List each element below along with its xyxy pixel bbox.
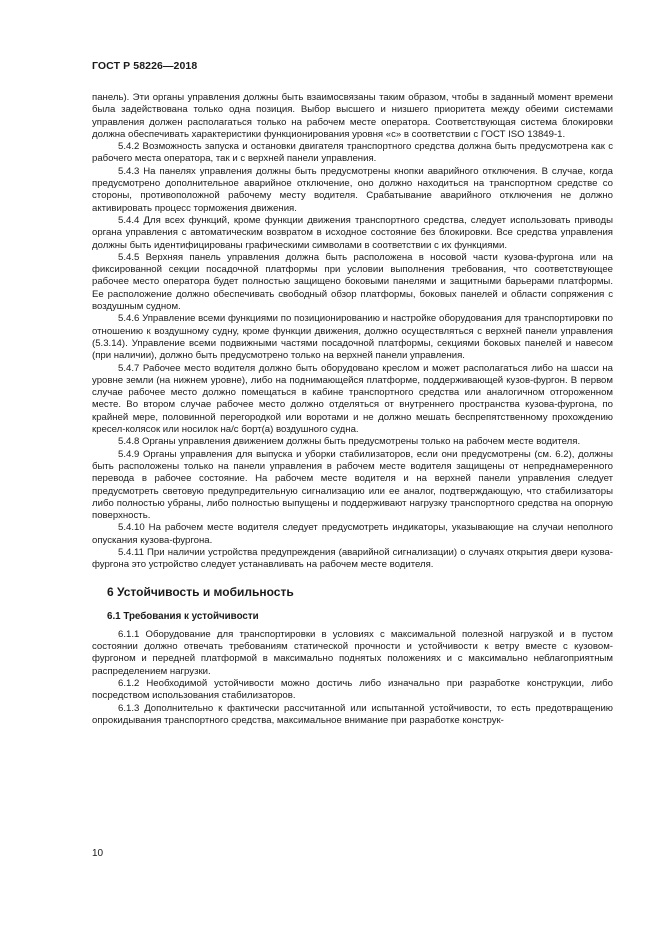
paragraph-5-4-6: 5.4.6 Управление всеми функциями по позиционированию и настройке оборудования для транспортировки по отношению к воздушному судну, кроме функции движения, должно осуществляться с верхней панели управления (5.3.14). Управление всеми подвижными частями посадочной платформы, секциями боковых панелей и навесом (при наличии), должно быть предусмотрено только на верхней панели управления. xyxy=(92,313,613,362)
subsection-heading: 6.1 Требования к устойчивости xyxy=(107,610,259,622)
page-number: 10 xyxy=(92,848,104,859)
paragraph-6-1-3: 6.1.3 Дополнительно к фактически рассчитанной или испытанной устойчивости, то есть предотвращению опрокидывания транспортного средства, максимальное внимание при разработке конструк- xyxy=(92,702,613,726)
paragraph-5-4-4: 5.4.4 Для всех функций, кроме функции движения транспортного средства, следует использовать приводы органа управления с автоматическим возвратом в исходное состояние без блокировки. Все средства управления должны быть идентифицированы графическими символами в соответствии с их функциями. xyxy=(92,214,613,251)
paragraph-5-4-7: 5.4.7 Рабочее место водителя должно быть оборудовано креслом и может располагаться либо на шасси на уровне земли (на нижнем уровне), либо на поднимающейся платформе, поддерживающей кузов-фургон. В первом случае рабочее место должно помещаться в кабине транспортного средства или аналогичном отгороженном месте. Во втором случае рабочее место должно отделяться от внутреннего пространства кузова-фургона, по крайней мере, половинной перегородкой или воротами и не должно мешать беспрепятственному прохождению кресел-колясок или носилок на/с борт(а) воздушного судна. xyxy=(92,362,613,436)
paragraph-continuation: панель). Эти органы управления должны быть взаимосвязаны таким образом, чтобы в заданный момент времени была задействована только одна позиция. Выбор высшего и низшего приоритета между обеими системами управления должен располагаться только на рабочем месте оператора. Соответствующая система блокировки должна обеспечивать характеристики функционирования уровня «с» в соответствии с ГОСТ ISO 13849-1. xyxy=(92,92,613,140)
paragraph-5-4-11: 5.4.11 При наличии устройства предупреждения (аварийной сигнализации) о случаях открытия двери кузова-фургона это устройство следует устанавливать на рабочем месте водителя. xyxy=(92,546,613,571)
document-code-header: ГОСТ Р 58226—2018 xyxy=(92,60,198,72)
paragraph-5-4-10: 5.4.10 На рабочем месте водителя следует предусмотреть индикаторы, указывающие на случаи неполного опускания кузова-фургона. xyxy=(92,522,613,546)
paragraph-6-1-2: 6.1.2 Необходимой устойчивости можно достичь либо изначально при разработке конструкции, либо посредством использования стабилизаторов. xyxy=(92,678,613,702)
paragraph-5-4-2: 5.4.2 Возможность запуска и остановки двигателя транспортного средства должна быть предусмотрена как с рабочего места оператора, так и с верхней панели управления. xyxy=(92,141,613,165)
paragraph-5-4-5: 5.4.5 Верхняя панель управления должна быть расположена в носовой части кузова-фургона или на фиксированной секции посадочной платформы при условии выполнения требования, что соответствующее рабочее место оператора будет полностью защищено боковыми панелями и защитными барьерами платформы. Ее расположение должно обеспечивать свободный обзор платформы, боковых панелей и области сопряжения с воздушным судном. xyxy=(92,251,613,313)
paragraph-5-4-9: 5.4.9 Органы управления для выпуска и уборки стабилизаторов, если они предусмотрены (см. 6.2), должны быть расположены только на панели управления в рабочем месте водителя защищены от непреднамеренного перевода в рабочее состояние. На рабочем месте водителя и на верхней панели управления следует предусмотреть световую предупредительную сигнализацию или ее аналог, подтверждающую, что стабилизаторы либо полностью убраны, либо полностью выпущены и поддерживают нагрузку транспортного средства на опорную поверхность. xyxy=(92,448,613,522)
document-body xyxy=(92,92,613,727)
paragraph-5-4-3: 5.4.3 На панелях управления должны быть предусмотрены кнопки аварийного отключения. В случае, когда предусмотрено дополнительное аварийное отключение, оно должно находиться на транспортном средстве со стороны, противоположной рабочему месту водителя. Срабатывание аварийного отключения не должно активировать процесс торможения движения. xyxy=(92,165,613,214)
paragraph-6-1-1: 6.1.1 Оборудование для транспортировки в условиях с максимальной полезной нагрузкой и в пустом состоянии должно отвечать требованиям статической прочности и устойчивости к ветру вместе с кузовом-фургоном и передней платформой в максимально поднятых положениях и с максимально неблагоприятным распределением нагрузки. xyxy=(92,628,613,677)
section-heading: 6 Устойчивость и мобильность xyxy=(107,584,294,599)
paragraph-5-4-8: 5.4.8 Органы управления движением должны быть предусмотрены только на рабочем месте водителя. xyxy=(118,436,581,448)
